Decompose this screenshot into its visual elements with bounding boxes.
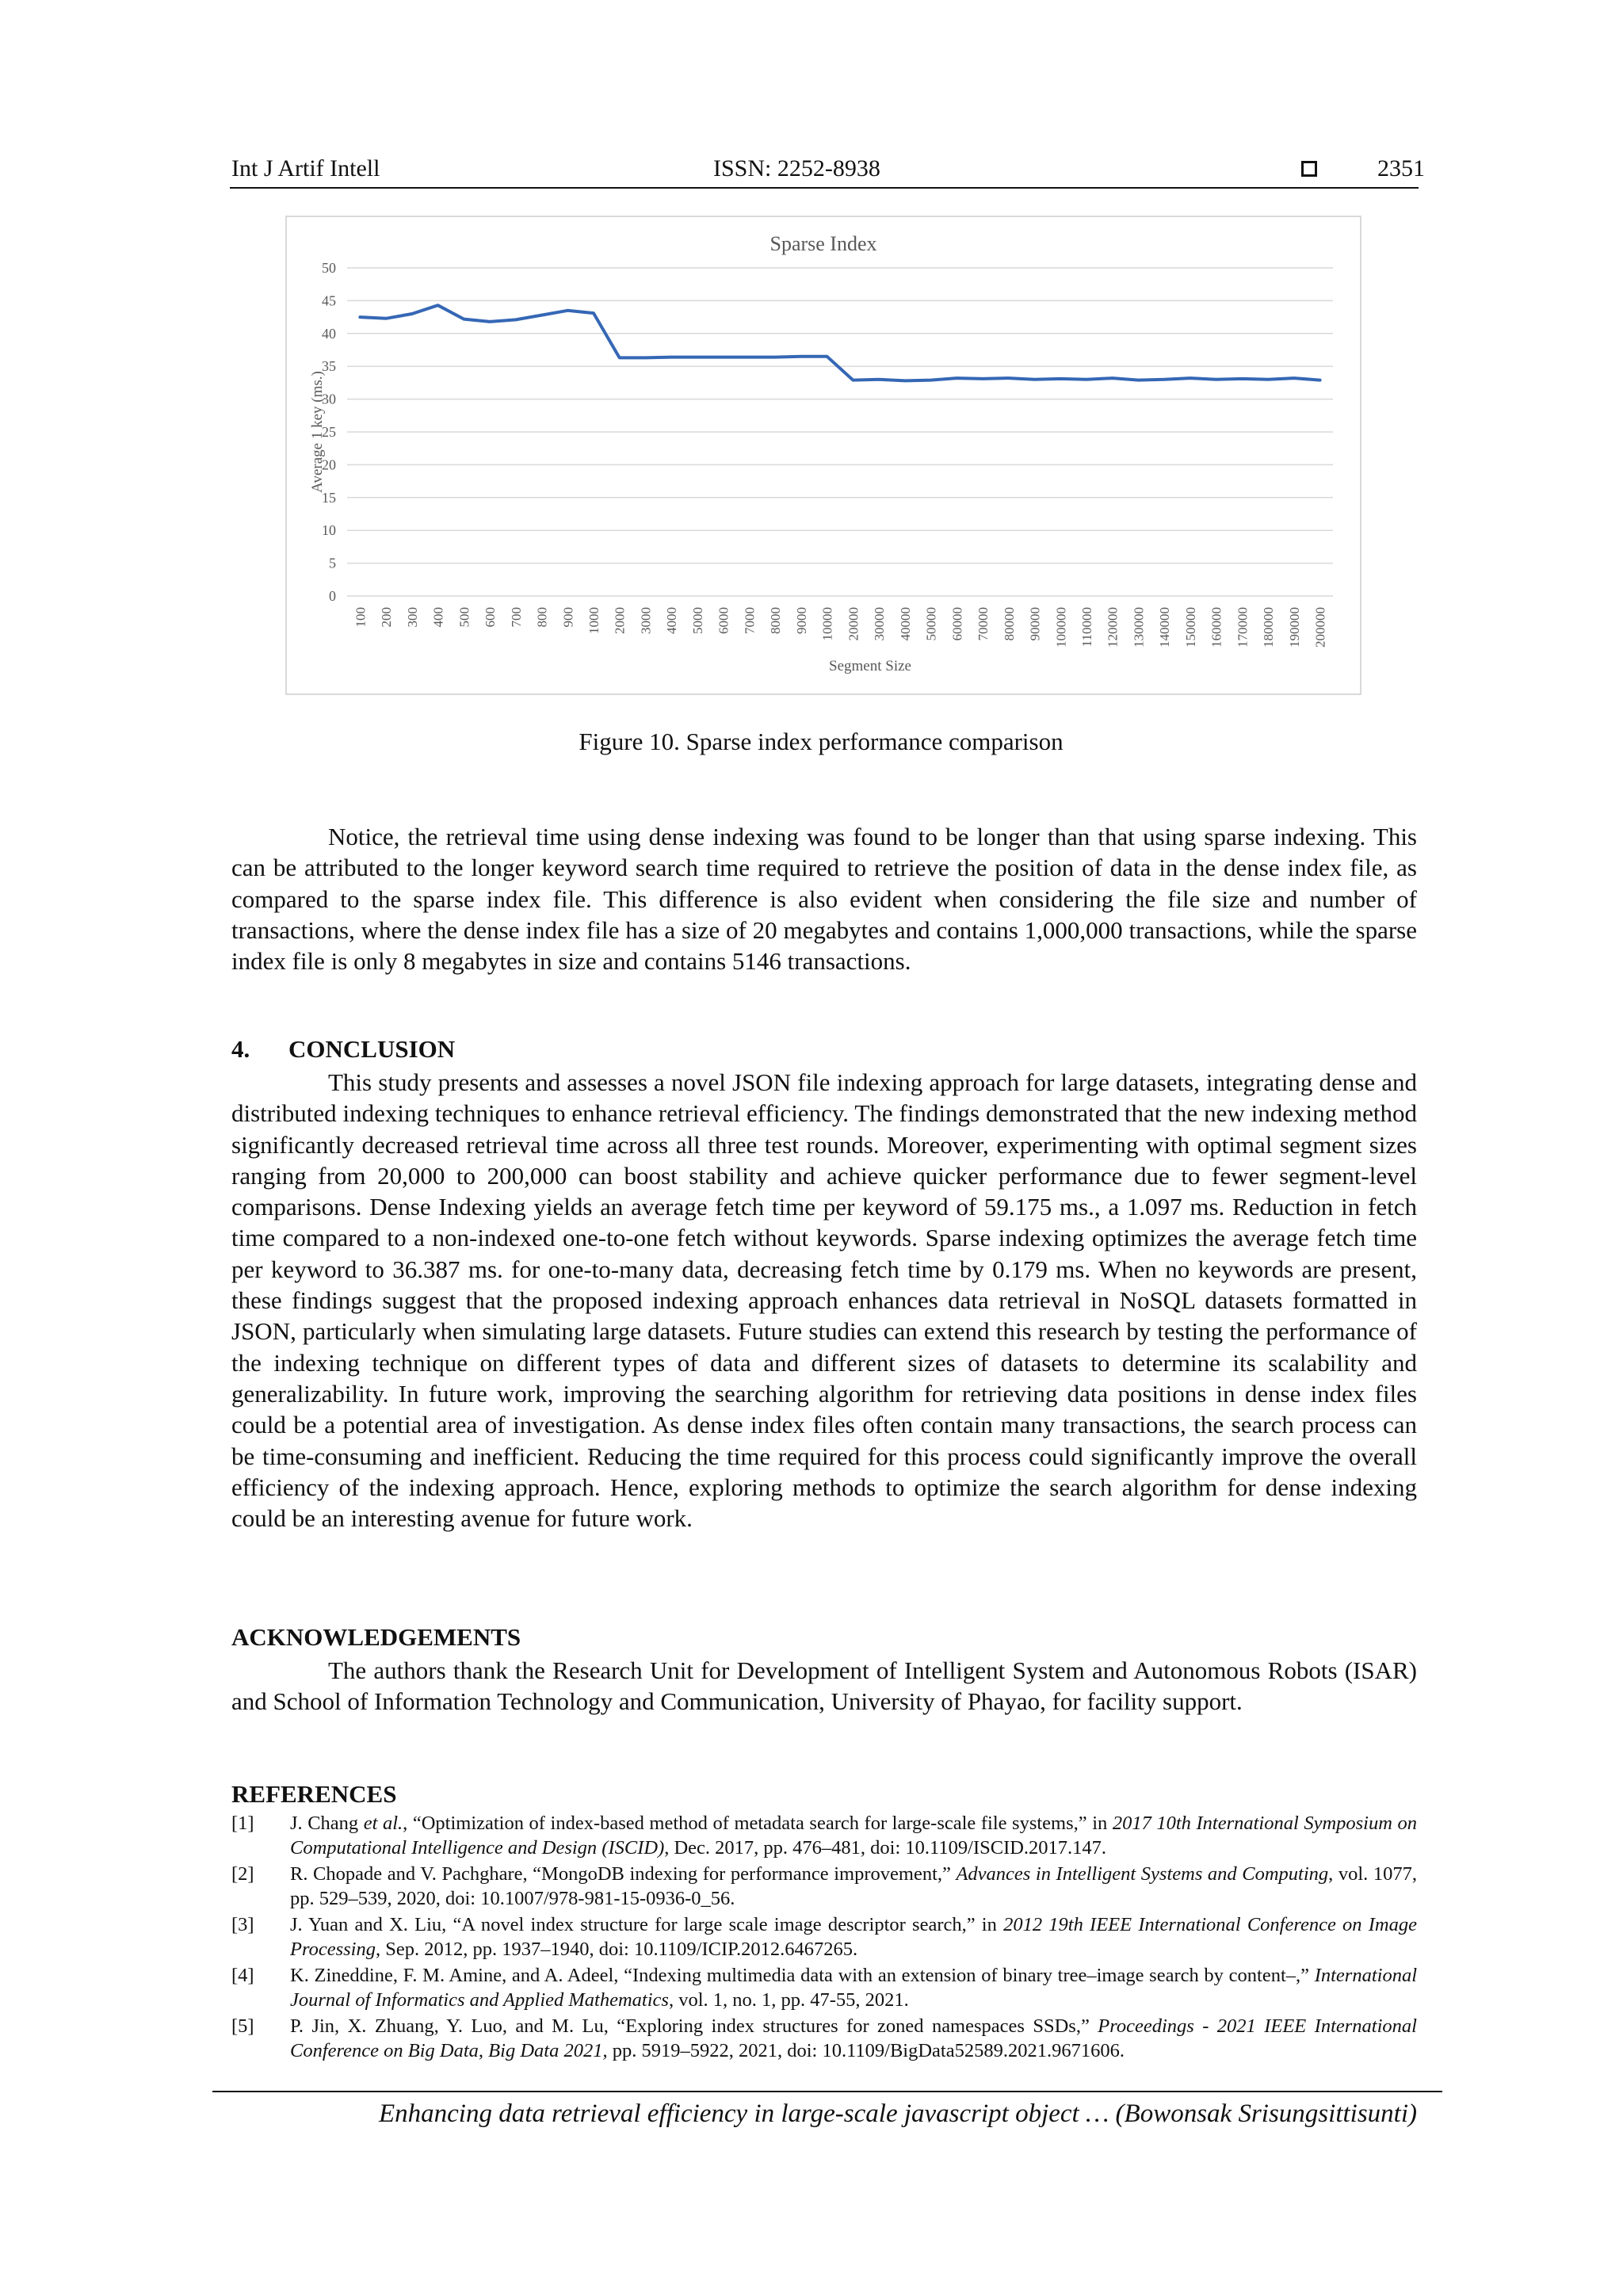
reference-number: [1] — [231, 1813, 254, 1834]
reference-item — [231, 1964, 1417, 2012]
x-tick-label: 4000 — [664, 607, 680, 634]
x-tick-label: 3000 — [638, 607, 654, 634]
reference-item — [231, 1913, 1417, 1962]
y-tick-label: 40 — [322, 325, 336, 342]
x-tick-label: 7000 — [742, 607, 758, 634]
x-tick-label: 200 — [379, 607, 395, 628]
reference-item — [231, 1812, 1417, 1860]
reference-item — [231, 2015, 1417, 2063]
reference-number: [2] — [231, 1863, 254, 1885]
sparse-index-chart — [285, 216, 1361, 695]
reference-number: [5] — [231, 2015, 254, 2037]
reference-text: J. Yuan and X. Liu, “A novel index structure for large scale image descriptor search,” in 2012 19th IEEE International Conference on Image Processing, Sep. 2012, pp. 1937–1940, doi: 10.1109/ICIP.2012.6467265. — [290, 1914, 1417, 1960]
x-tick-label: 1000 — [586, 607, 601, 634]
chart-title: Sparse Index — [769, 232, 877, 255]
paragraph-acknowledgements: The authors thank the Research Unit for Development of Intelligent System and Autonomous Robots (ISAR) and School of Information Technology and Communication, University of Phayao, for facility support. — [231, 1656, 1417, 1716]
running-header-journal: Int J Artif Intell — [231, 155, 380, 181]
x-tick-label: 300 — [404, 607, 420, 628]
x-tick-label: 5000 — [689, 607, 705, 634]
x-tick-label: 150000 — [1182, 607, 1198, 648]
reference-text: R. Chopade and V. Pachghare, “MongoDB indexing for performance improvement,” Advances in Intelligent Systems and Computing, vol. 1077, pp. 529–539, 2020, doi: 10.1007/978-981-15-0936-0_56. — [290, 1863, 1418, 1909]
y-tick-label: 35 — [322, 358, 336, 375]
y-tick-label: 20 — [322, 457, 336, 473]
x-tick-label: 80000 — [1001, 607, 1017, 641]
x-tick-label: 20000 — [846, 607, 861, 641]
x-tick-label: 10000 — [819, 607, 835, 641]
square-outline-icon — [1301, 161, 1317, 177]
x-tick-label: 9000 — [793, 607, 809, 634]
x-tick-label: 700 — [508, 607, 524, 628]
section-title: CONCLUSION — [288, 1035, 456, 1063]
header-rule — [230, 187, 1419, 189]
chart-gridlines — [347, 268, 1333, 596]
x-tick-label: 70000 — [976, 607, 991, 641]
running-header-issn: ISSN: 2252-8938 — [713, 155, 880, 181]
x-tick-label: 8000 — [768, 607, 784, 634]
x-tick-label: 6000 — [716, 607, 731, 634]
reference-text: K. Zineddine, F. M. Amine, and A. Adeel, “Indexing multimedia data with an extension of binary tree–image search by content–,” International Journal of Informatics and Applied Mathematics, vol. 1, no. 1, pp. 47-55, 2021. — [290, 1965, 1417, 2011]
reference-text: J. Chang et al., “Optimization of index-based method of metadata search for large-scale file systems,” in 2017 10th International Symposium on Computational Intelligence and Design (ISCID), Dec. 2017, pp. 476–481, doi: 10.1109/ISCID.2017.147. — [290, 1813, 1417, 1859]
section-number: 4. — [231, 1035, 250, 1063]
y-tick-label: 45 — [322, 292, 336, 309]
footer-rule — [212, 2091, 1442, 2092]
y-tick-label: 25 — [322, 424, 336, 440]
x-tick-label: 30000 — [872, 607, 888, 641]
x-tick-label: 200000 — [1312, 607, 1328, 648]
y-tick-label: 30 — [322, 391, 336, 407]
reference-item — [231, 1862, 1417, 1911]
figure-caption: Figure 10. Sparse index performance comparison — [579, 728, 1064, 755]
x-tick-label: 130000 — [1131, 607, 1147, 648]
x-tick-label: 140000 — [1157, 607, 1173, 648]
x-tick-label: 600 — [483, 607, 498, 628]
x-tick-label: 100 — [353, 607, 369, 628]
section-heading-conclusion — [231, 1035, 455, 1064]
x-tick-label: 160000 — [1209, 607, 1224, 648]
x-tick-label: 190000 — [1286, 607, 1302, 648]
y-tick-label: 5 — [329, 555, 336, 571]
x-tick-label: 40000 — [897, 607, 913, 641]
reference-list — [231, 1812, 1417, 2065]
x-tick-label: 110000 — [1079, 607, 1094, 648]
references-heading: REFERENCES — [231, 1780, 397, 1808]
x-axis-label: Segment Size — [829, 658, 911, 674]
page-number: 2351 — [1377, 155, 1425, 181]
x-tick-label: 2000 — [612, 607, 628, 634]
paragraph-notice: Notice, the retrieval time using dense indexing was found to be longer than that using sparse indexing. This can be attributed to the longer keyword search time required to retrieve the position of data in the dense index file, as compared to the sparse index file. This difference is also evident when considering the file size and number of transactions, where the dense index file has a size of 20 megabytes and contains 1,000,000 transactions, while the sparse index file is only 8 megabytes in size and contains 5146 transactions. — [231, 823, 1417, 976]
x-tick-label: 500 — [456, 607, 472, 628]
x-tick-label: 800 — [534, 607, 550, 628]
chart-series — [360, 305, 1319, 380]
reference-number: [4] — [231, 1965, 254, 1986]
acknowledgements-heading: ACKNOWLEDGEMENTS — [231, 1623, 521, 1651]
y-tick-label: 10 — [322, 522, 336, 539]
x-tick-label: 900 — [560, 607, 576, 628]
running-footer: Enhancing data retrieval efficiency in large-scale javascript object … (Bowonsak Srisungsittisunti) — [379, 2099, 1417, 2128]
x-tick-label: 400 — [430, 607, 446, 628]
x-tick-label: 180000 — [1261, 607, 1277, 648]
x-tick-label: 170000 — [1235, 607, 1251, 648]
y-tick-label: 15 — [322, 489, 336, 506]
x-tick-label: 120000 — [1105, 607, 1121, 648]
x-tick-label: 100000 — [1053, 607, 1069, 648]
x-axis-ticks — [353, 607, 1327, 648]
reference-number: [3] — [231, 1914, 254, 1935]
y-axis-label: Average 1 key (ms.) — [309, 371, 326, 493]
x-tick-label: 60000 — [949, 607, 965, 641]
x-tick-label: 50000 — [923, 607, 939, 641]
series-line-0 — [360, 305, 1319, 380]
y-tick-label: 0 — [329, 588, 336, 604]
reference-text: P. Jin, X. Zhuang, Y. Luo, and M. Lu, “Exploring index structures for zoned namespaces SSDs,” Proceedings - 2021 IEEE International Conference on Big Data, Big Data 2021, pp. 5919–5922, 2021, doi: 10.1109/BigData52589.2021.9671606. — [290, 2015, 1417, 2061]
y-tick-label: 50 — [322, 260, 336, 276]
paragraph-conclusion: This study presents and assesses a novel JSON file indexing approach for large datasets, integrating dense and distributed indexing techniques to enhance retrieval efficiency. The findings demonstrated that the new indexing method significantly decreased retrieval time across all three test rounds. Moreover, experimenting with optimal segment sizes ranging from 20,000 to 200,000 can boost stability and achieve quicker performance due to fewer segment-level comparisons. Dense Indexing yields an average fetch time per keyword of 59.175 ms., a 1.097 ms. Reduction in fetch time compared to a non-indexed one-to-one fetch without keywords. Sparse indexing optimizes the average fetch time per keyword to 36.387 ms. for one-to-many data, decreasing fetch time by 0.179 ms. When no keywords are present, these findings suggest that the proposed indexing approach enhances data retrieval in NoSQL datasets formatted in JSON, particularly when simulating large datasets. Future studies can extend this research by testing the performance of the indexing technique on different types of data and different sizes of datasets to determine its scalability and generalizability. In future work, improving the searching algorithm for retrieving data positions in dense index files could be a potential area of investigation. As dense index files often contain many transactions, the search process can be time-consuming and inefficient. Reducing the time required for this process could significantly improve the overall efficiency of the indexing approach. Hence, exploring methods to optimize the search algorithm for dense indexing could be an interesting avenue for future work. — [231, 1068, 1417, 1533]
x-tick-label: 90000 — [1027, 607, 1043, 641]
